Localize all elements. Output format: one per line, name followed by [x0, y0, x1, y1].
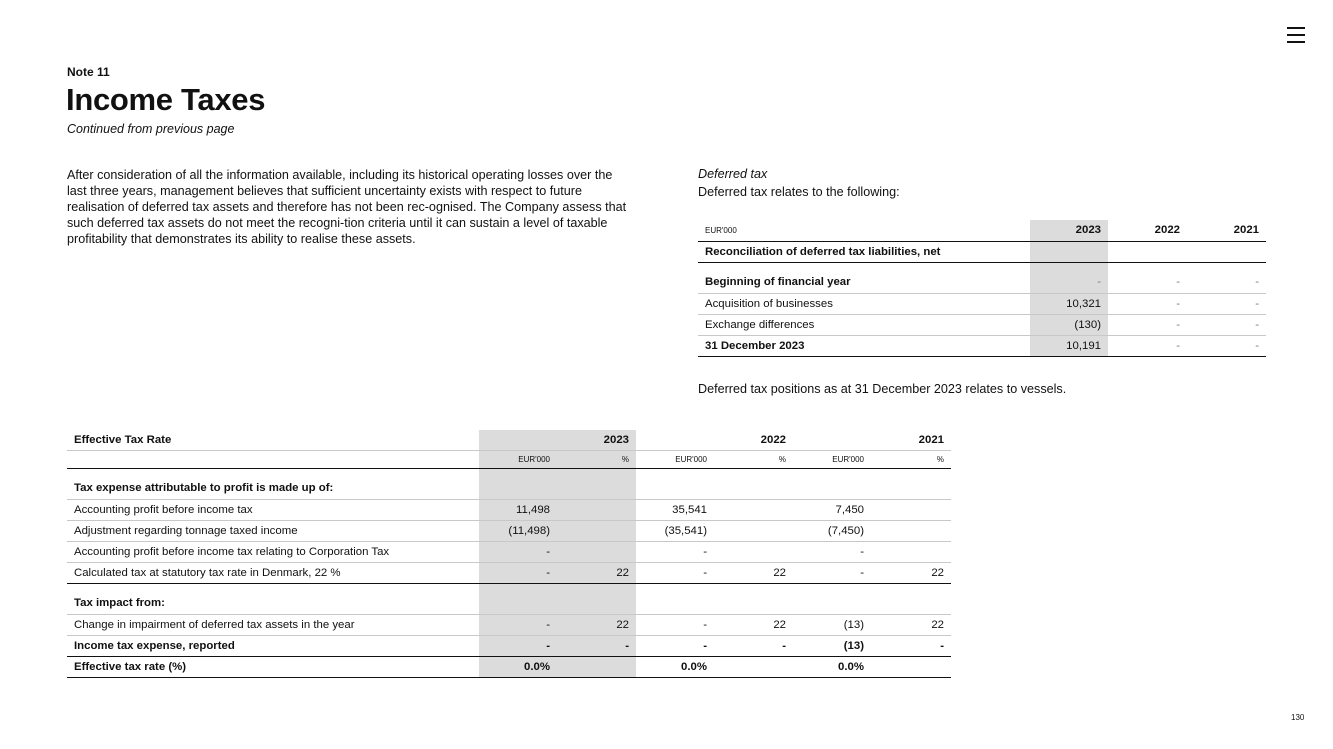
unit-label: %	[557, 450, 636, 468]
unit-label: EUR'000	[479, 450, 557, 468]
row-label: Calculated tax at statutory tax rate in Denmark, 22 %	[67, 562, 479, 583]
cell-value: 22	[714, 614, 793, 635]
cell-value: -	[1108, 335, 1187, 356]
row-label: Beginning of financial year	[698, 272, 1030, 293]
deferred-tax-table	[698, 220, 1266, 357]
cell-value: 7,450	[793, 499, 871, 520]
cell-value: (130)	[1030, 314, 1108, 335]
cell-value: 0.0%	[636, 656, 714, 677]
deferred-tax-footnote: Deferred tax positions as at 31 December 2023 relates to vessels.	[698, 382, 1067, 396]
table-row	[67, 541, 951, 562]
cell-value: -	[479, 562, 557, 583]
section-label: Reconciliation of deferred tax liabilities, net	[698, 241, 1030, 262]
cell-value: -	[636, 635, 714, 656]
effective-tax-table	[67, 430, 951, 678]
cell-value: -	[1108, 272, 1187, 293]
table-row	[67, 614, 951, 635]
row-label: Change in impairment of deferred tax assets in the year	[67, 614, 479, 635]
row-label: 31 December 2023	[698, 335, 1030, 356]
total-row	[698, 335, 1266, 356]
row-label: Accounting profit before income tax	[67, 499, 479, 520]
cell-value	[871, 499, 951, 520]
cell-value	[714, 520, 793, 541]
cell-value: 35,541	[636, 499, 714, 520]
cell-value: -	[636, 614, 714, 635]
cell-value: (35,541)	[636, 520, 714, 541]
cell-value: 22	[871, 562, 951, 583]
section-label: Tax impact from:	[67, 593, 479, 614]
section-row	[698, 241, 1266, 262]
table-row	[67, 656, 951, 677]
table-row	[67, 520, 951, 541]
cell-value: 0.0%	[479, 656, 557, 677]
section-label: Tax expense attributable to profit is made up of:	[67, 478, 479, 499]
cell-value: -	[636, 562, 714, 583]
cell-value: 0.0%	[793, 656, 871, 677]
table-header-row	[698, 220, 1266, 241]
table-row	[698, 314, 1266, 335]
row-label: Accounting profit before income tax relating to Corporation Tax	[67, 541, 479, 562]
unit-label: EUR'000	[698, 220, 1030, 241]
cell-value	[714, 499, 793, 520]
body-paragraph: After consideration of all the information available, including its historical operating losses over the last three years, management believes that sufficient uncertainty exists with respect to future realisation of deferred tax assets and therefore has not been rec-ognised. The Company assess that such deferred tax assets do not meet the recogni-tion criteria until it can sustain a level of taxable profitability that demonstrates its ability to realise these assets.	[67, 168, 627, 246]
cell-value: (11,498)	[479, 520, 557, 541]
unit-label: EUR'000	[793, 450, 871, 468]
cell-value: -	[1187, 293, 1266, 314]
year-header: 2021	[871, 430, 951, 450]
row-label: Income tax expense, reported	[67, 635, 479, 656]
cell-value: 22	[557, 614, 636, 635]
cell-value: 10,321	[1030, 293, 1108, 314]
cell-value: -	[1187, 314, 1266, 335]
cell-value: (7,450)	[793, 520, 871, 541]
section-row	[67, 478, 951, 499]
cell-value: -	[1187, 272, 1266, 293]
row-label: Effective tax rate (%)	[67, 656, 479, 677]
cell-value: (13)	[793, 635, 871, 656]
row-label: Exchange differences	[698, 314, 1030, 335]
deferred-tax-subheading: Deferred tax relates to the following:	[698, 185, 900, 199]
year-header: 2023	[557, 430, 636, 450]
unit-label: %	[871, 450, 951, 468]
cell-value	[557, 656, 636, 677]
row-label: Acquisition of businesses	[698, 293, 1030, 314]
table-row	[67, 499, 951, 520]
cell-value: -	[871, 635, 951, 656]
table-title: Effective Tax Rate	[67, 430, 479, 450]
unit-label: %	[714, 450, 793, 468]
cell-value	[871, 656, 951, 677]
note-number: Note 11	[67, 65, 110, 79]
cell-value: -	[636, 541, 714, 562]
year-header: 2022	[1108, 220, 1187, 241]
year-header: 2023	[1030, 220, 1108, 241]
cell-value	[557, 541, 636, 562]
table-row	[698, 272, 1266, 293]
cell-value	[871, 520, 951, 541]
cell-value: 11,498	[479, 499, 557, 520]
unit-label: EUR'000	[636, 450, 714, 468]
cell-value: -	[714, 635, 793, 656]
cell-value	[557, 520, 636, 541]
table-row	[67, 635, 951, 656]
continued-label: Continued from previous page	[67, 122, 235, 136]
cell-value: 22	[714, 562, 793, 583]
table-row	[698, 293, 1266, 314]
page-number: 130	[1291, 713, 1305, 722]
year-header: 2022	[714, 430, 793, 450]
unit-header-row	[67, 450, 951, 468]
cell-value: -	[557, 635, 636, 656]
cell-value: -	[793, 541, 871, 562]
table-row	[67, 562, 951, 583]
menu-icon[interactable]	[1287, 27, 1305, 43]
cell-value: -	[1187, 335, 1266, 356]
row-label: Adjustment regarding tonnage taxed income	[67, 520, 479, 541]
cell-value: 22	[557, 562, 636, 583]
cell-value: (13)	[793, 614, 871, 635]
deferred-tax-heading: Deferred tax	[698, 167, 768, 181]
table-header-row	[67, 430, 951, 450]
cell-value: -	[479, 635, 557, 656]
section-row	[67, 593, 951, 614]
year-header: 2021	[1187, 220, 1266, 241]
cell-value	[871, 541, 951, 562]
cell-value: -	[479, 614, 557, 635]
cell-value	[557, 499, 636, 520]
cell-value: 22	[871, 614, 951, 635]
cell-value: 10,191	[1030, 335, 1108, 356]
cell-value: -	[1108, 314, 1187, 335]
cell-value: -	[1108, 293, 1187, 314]
cell-value: -	[1030, 272, 1108, 293]
cell-value	[714, 656, 793, 677]
cell-value: -	[793, 562, 871, 583]
page-title: Income Taxes	[66, 82, 266, 117]
cell-value	[714, 541, 793, 562]
cell-value: -	[479, 541, 557, 562]
